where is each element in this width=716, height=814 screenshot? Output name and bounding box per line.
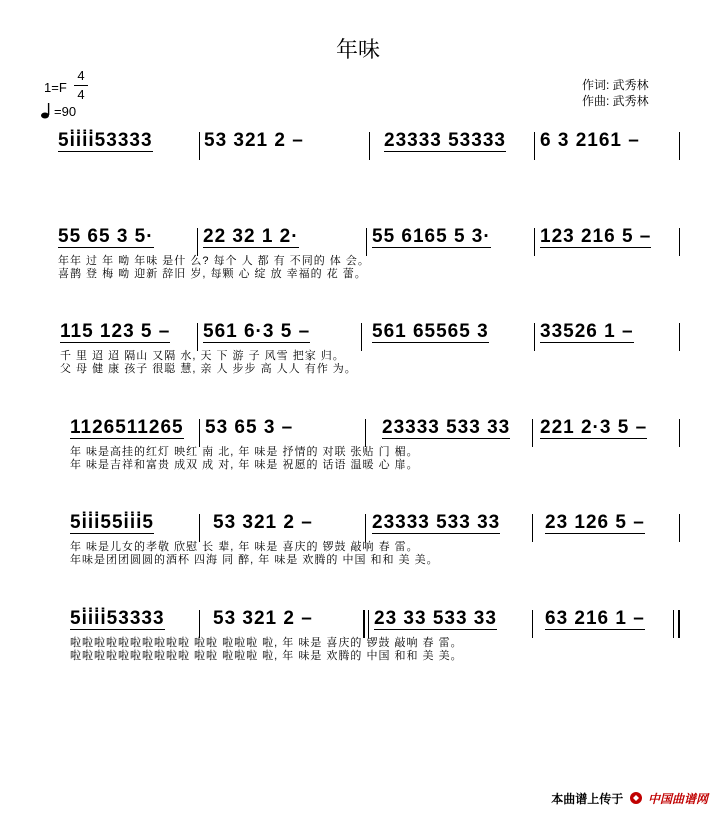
site-logo-icon	[629, 791, 643, 805]
footer-text: 本曲谱上传于	[551, 792, 624, 806]
measure-group: 1126511265	[70, 417, 184, 438]
barline	[534, 323, 535, 351]
measure-group: 221 2·3 5 –	[540, 417, 648, 438]
lyrics-verse-1: 年 味是高挂的红灯 映红 南 北, 年 味是 抒情的 对联 张贴 门 楣。	[70, 446, 419, 458]
barline	[679, 514, 680, 542]
measure-group: 23333 53333	[384, 130, 506, 151]
score-line-4	[0, 417, 716, 477]
tempo-value: =90	[54, 104, 77, 119]
score-line-1	[0, 130, 716, 190]
barline	[532, 514, 533, 542]
measure-group: 561 65565 3	[372, 321, 489, 342]
barline	[369, 132, 370, 160]
measure-group: 123 216 5 –	[540, 226, 652, 247]
measure-group: 23333 533 33	[372, 512, 501, 533]
measure-group: 22 32 1 2·	[203, 226, 299, 247]
barline	[679, 323, 680, 351]
measure-group: 23333 533 33	[382, 417, 511, 438]
site-brand-link[interactable]: 中国曲谱网	[647, 792, 708, 806]
measure-group: 5i̇i̇i̇i̇53333	[58, 130, 153, 151]
barline	[679, 228, 680, 256]
measure-group: 115 123 5 –	[60, 321, 171, 342]
measure-group: 55 65 3 5·	[58, 226, 154, 247]
barline	[534, 228, 535, 256]
lyricist: 作词: 武秀林	[582, 78, 649, 92]
measure-group: 63 216 1 –	[545, 608, 645, 629]
lyrics-verse-2: 年味是团团圆圆的酒杯 四海 同 醉, 年 味是 欢腾的 中国 和和 美 美。	[70, 554, 439, 566]
score-line-6	[0, 608, 716, 668]
measure-group: 53 65 3 –	[205, 417, 294, 438]
end-repeat-barline	[678, 610, 680, 638]
measure-group: 53 321 2 –	[213, 608, 313, 629]
barline	[679, 419, 680, 447]
page-title: 年味	[335, 37, 380, 62]
quarter-note-icon	[40, 103, 54, 119]
measure-group: 5i̇i̇i̇55i̇i̇i̇5	[70, 512, 154, 533]
time-signature	[74, 68, 88, 103]
lyrics-verse-2: 父 母 健 康 孩子 很聪 慧, 亲 人 步步 高 人人 有作 为。	[60, 363, 357, 375]
barline	[532, 419, 533, 447]
score-line-3	[0, 321, 716, 381]
lyrics-verse-2: 啦啦啦啦啦啦啦啦啦啦 啦啦 啦啦啦 啦, 年 味是 欢腾的 中国 和和 美 美。	[70, 650, 463, 662]
lyrics-verse-2: 年 味是吉祥和富贵 成双 成 对, 年 味是 祝愿的 话语 温暖 心 扉。	[70, 459, 419, 471]
key-signature: 1=F	[44, 80, 67, 95]
barline	[673, 610, 674, 638]
lyrics-verse-1: 千 里 迢 迢 隔山 又隔 水, 天 下 游 子 风雪 把家 归。	[60, 350, 345, 362]
lyrics-verse-1: 年年 过 年 呦 年味 是什 么? 每个 人 都 有 不同的 体 会。	[58, 255, 370, 267]
measure-group: 23 33 533 33	[374, 608, 497, 629]
measure-group: 55 6165 5 3·	[372, 226, 491, 247]
measure-group: 6 3 2161 –	[540, 130, 640, 151]
measure-group: 23 126 5 –	[545, 512, 645, 533]
meter-top: 4	[77, 68, 85, 83]
lyrics-verse-2: 喜鹊 登 梅 呦 迎新 辞旧 岁, 每颗 心 绽 放 幸福的 花 蕾。	[58, 268, 367, 280]
measure-group: 53 321 2 –	[213, 512, 313, 533]
barline	[361, 323, 362, 351]
score-line-5	[0, 512, 716, 572]
score-line-2	[0, 226, 716, 286]
barline	[534, 132, 535, 160]
lyrics-verse-1: 啦啦啦啦啦啦啦啦啦啦 啦啦 啦啦啦 啦, 年 味是 喜庆的 锣鼓 敲响 春 雷。	[70, 637, 463, 649]
meter-bottom: 4	[77, 87, 85, 102]
measure-group: 5i̇i̇i̇i̇53333	[70, 608, 165, 629]
meter-divider	[74, 85, 88, 86]
lyrics-verse-1: 年 味是儿女的孝敬 欣慰 长 辈, 年 味是 喜庆的 锣鼓 敲响 春 雷。	[70, 541, 419, 553]
barline	[679, 132, 680, 160]
composer: 作曲: 武秀林	[582, 94, 649, 108]
credits	[582, 77, 649, 109]
barline	[532, 610, 533, 638]
measure-group: 53 321 2 –	[204, 130, 304, 151]
measure-group: 561 6·3 5 –	[203, 321, 311, 342]
barline	[199, 132, 200, 160]
tempo-marking	[40, 103, 76, 119]
footer	[551, 790, 708, 807]
measure-group: 33526 1 –	[540, 321, 634, 342]
